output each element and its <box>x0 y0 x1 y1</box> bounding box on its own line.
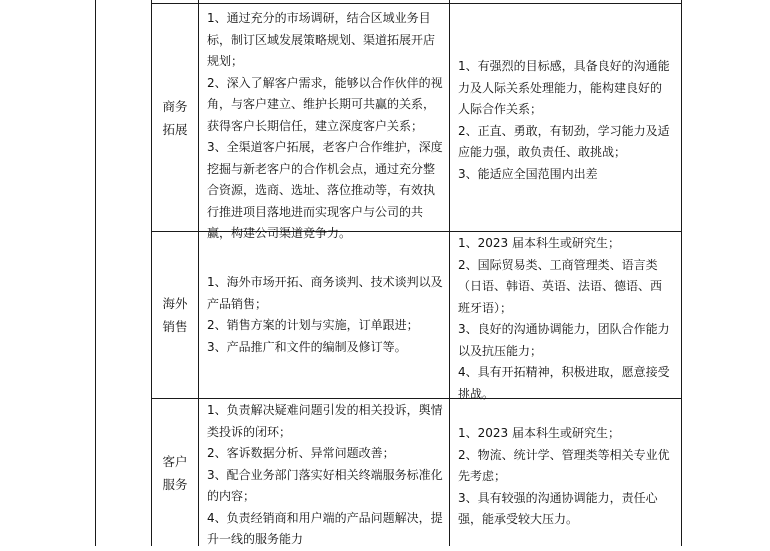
duty-line: 1、负责解决疑难问题引发的相关投诉，舆情 <box>207 403 443 417</box>
requirements-cell <box>450 229 681 405</box>
duty-line: 角，与客户建立、维护长期可共赢的关系， <box>207 97 436 111</box>
requirement-line: 挑战。 <box>458 386 495 401</box>
duty-line: 标，制订区域发展策略规划、渠道拓展开店 <box>207 32 436 47</box>
duty-line: 4、负责经销商和用户端的产品问题解决，提 <box>207 510 443 525</box>
table-border-left <box>95 0 96 546</box>
requirement-line: 人际合作关系； <box>458 102 543 116</box>
requirements-cell <box>450 52 681 185</box>
duty-line: 1、通过充分的市场调研，结合区域业务目 <box>207 11 431 25</box>
table-border-right <box>681 0 682 546</box>
requirement-line: 班牙语）； <box>458 300 513 315</box>
requirement-line: 2、国际贸易类、工商管理类、语言类 <box>458 257 658 272</box>
duties-cell <box>199 4 449 245</box>
duty-line: 3、配合业务部门落实好相关终端服务标准化 <box>207 467 443 482</box>
requirement-line: 1、2023 届本科生或研究生； <box>458 236 620 250</box>
requirement-line: 先考虑； <box>458 469 507 483</box>
requirement-line: 强，能承受较大压力。 <box>458 512 579 526</box>
duty-line: 2、销售方案的计划与实施，订单跟进； <box>207 318 419 332</box>
requirement-line: 以及抗压能力； <box>458 343 543 358</box>
duty-line: 规划； <box>207 54 244 68</box>
duty-line: 升一线的服务能力 <box>207 532 304 546</box>
duty-line: 1、海外市场开拓、商务谈判、技术谈判以及 <box>207 275 443 289</box>
role-name: 商务拓展 <box>162 98 188 137</box>
requirement-line: 应能力强，敢负责任、敢挑战； <box>458 145 627 159</box>
duty-line: 3、全渠道客户拓展，老客户合作维护，深度 <box>207 140 443 154</box>
duty-line: 类投诉的闭环； <box>207 424 292 439</box>
duty-line: 3、产品推广和文件的编制及修订等。 <box>207 339 407 354</box>
duty-line: 挖掘与新老客户的合作机会点，通过充分整 <box>207 161 436 176</box>
role-cell <box>152 232 198 398</box>
requirement-line: 3、能适应全国范围内出差 <box>458 166 598 181</box>
role-cell <box>152 4 198 231</box>
duty-line: 2、客诉数据分析、异常问题改善； <box>207 446 395 460</box>
requirement-line: 2、物流、统计学、管理类等相关专业优 <box>458 447 670 462</box>
role-cell <box>152 399 198 546</box>
requirement-line: 3、良好的沟通协调能力，团队合作能力 <box>458 322 670 336</box>
duty-line: 合资源，选商、选址、落位推动等，有效执 <box>207 183 436 197</box>
duty-line: 产品销售； <box>207 296 268 311</box>
duty-line: 获得客户长期信任，建立深度客户关系； <box>207 118 424 133</box>
requirement-line: 4、具有开拓精神，积极进取，愿意接受 <box>458 365 670 379</box>
requirement-line: 力及人际关系处理能力，能构建良好的 <box>458 80 663 95</box>
duty-line: 赢，构建公司渠道竞争力。 <box>207 226 352 240</box>
role-name: 海外销售 <box>162 296 188 334</box>
requirement-line: 3、具有较强的沟通协调能力，责任心 <box>458 490 658 505</box>
duty-line: 行推进项目落地进而实现客户与公司的共 <box>207 204 424 219</box>
role-name: 客户服务 <box>162 453 188 492</box>
requirements-cell <box>450 419 681 531</box>
duties-cell <box>199 396 449 551</box>
duty-line: 的内容； <box>207 489 256 503</box>
duties-cell <box>199 268 449 358</box>
duty-line: 2、深入了解客户需求，能够以合作伙伴的视 <box>207 75 443 90</box>
requirement-line: 1、有强烈的目标感，具备良好的沟通能 <box>458 59 670 73</box>
requirement-line: 1、2023 届本科生或研究生； <box>458 426 620 440</box>
requirement-line: 2、正直、勇敢，有韧劲，学习能力及适 <box>458 123 670 138</box>
requirement-line: （日语、韩语、英语、法语、德语、西 <box>458 279 663 293</box>
